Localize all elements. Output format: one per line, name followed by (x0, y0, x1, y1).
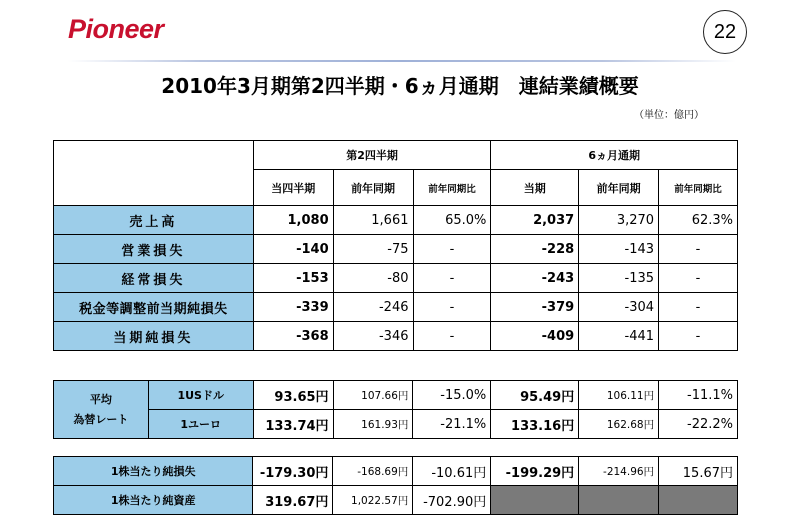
table-cell: 95.49円 (491, 381, 579, 410)
table-cell: - (659, 322, 738, 351)
table-cell: -75 (333, 235, 413, 264)
table-cell: 93.65円 (253, 381, 333, 410)
table-cell: -368 (253, 322, 333, 351)
table-cell: 107.66円 (333, 381, 413, 410)
col-header-current-quarter: 当四半期 (253, 170, 333, 206)
table-row (54, 381, 738, 410)
table-cell: -179.30円 (253, 457, 333, 486)
fx-group-label (54, 381, 149, 439)
table-cell: 62.3% (659, 206, 738, 235)
col-header-prior-year: 前年同期 (333, 170, 413, 206)
table-cell: 1,080 (253, 206, 333, 235)
table-cell: -140 (253, 235, 333, 264)
table-cell: -135 (579, 264, 659, 293)
table-cell: 1,022.57円 (333, 486, 413, 515)
col-header-yoy: 前年同期比 (413, 170, 491, 206)
title-rule (68, 60, 736, 62)
row-label-operating-loss: 営業損失 (54, 235, 254, 264)
table-cell: -409 (491, 322, 579, 351)
row-label-eps: 1株当たり純損失 (54, 457, 253, 486)
table-cell: -153 (253, 264, 333, 293)
table-cell: 15.67円 (659, 457, 738, 486)
table-cell: -243 (491, 264, 579, 293)
table-cell: 106.11円 (579, 381, 659, 410)
table-cell: 1,661 (333, 206, 413, 235)
table-row (54, 293, 738, 322)
table-cell: 2,037 (491, 206, 579, 235)
table-cell: 162.68円 (579, 410, 659, 439)
row-label-pretax-loss: 税金等調整前当期純損失 (54, 293, 254, 322)
table-cell: -339 (253, 293, 333, 322)
table-row (54, 206, 738, 235)
table-row (54, 322, 738, 351)
empty-cell (491, 486, 579, 515)
unit-note: （単位：億円） (634, 110, 704, 121)
table-cell: -21.1% (413, 410, 491, 439)
page-number: 22 (703, 10, 747, 54)
table-cell: -15.0% (413, 381, 491, 410)
table-cell: -441 (579, 322, 659, 351)
table-cell: - (413, 264, 491, 293)
per-share-table (53, 456, 738, 515)
row-label-bps: 1株当たり純資産 (54, 486, 253, 515)
row-label-net-loss: 当期純損失 (54, 322, 254, 351)
table-cell: -10.61円 (413, 457, 491, 486)
table-row (54, 235, 738, 264)
row-label-usd: 1USドル (148, 381, 253, 410)
table-cell: - (659, 235, 738, 264)
col-header-prior-year: 前年同期 (579, 170, 659, 206)
table-cell: -168.69円 (333, 457, 413, 486)
table-cell: -143 (579, 235, 659, 264)
header-blank (54, 141, 254, 206)
table-cell: 161.93円 (333, 410, 413, 439)
table-cell: -22.2% (659, 410, 738, 439)
table-cell: -199.29円 (491, 457, 579, 486)
table-cell: -246 (333, 293, 413, 322)
empty-cell (659, 486, 738, 515)
table-cell: -228 (491, 235, 579, 264)
page-title: 2010年3月期第2四半期・6ヵ月通期 連結業績概要 (161, 74, 639, 98)
table-cell: -304 (579, 293, 659, 322)
group-header-6m: 6ヵ月通期 (491, 141, 738, 170)
row-label-eur: 1ユーロ (148, 410, 253, 439)
table-cell: - (659, 293, 738, 322)
table-cell: -214.96円 (579, 457, 659, 486)
table-cell: 133.74円 (253, 410, 333, 439)
table-cell: 65.0% (413, 206, 491, 235)
table-cell: - (413, 235, 491, 264)
pioneer-logo: Pioneer (68, 14, 164, 44)
empty-cell (579, 486, 659, 515)
table-cell: 319.67円 (253, 486, 333, 515)
group-header-q2: 第2四半期 (253, 141, 491, 170)
table-row (54, 486, 738, 515)
fx-table (53, 380, 738, 439)
table-cell: - (659, 264, 738, 293)
col-header-current-period: 当期 (491, 170, 579, 206)
table-cell: 133.16円 (491, 410, 579, 439)
row-label-ordinary-loss: 経常損失 (54, 264, 254, 293)
table-cell: - (413, 322, 491, 351)
results-table (53, 140, 738, 351)
table-cell: -346 (333, 322, 413, 351)
table-cell: -702.90円 (413, 486, 491, 515)
col-header-yoy: 前年同期比 (659, 170, 738, 206)
table-cell: -379 (491, 293, 579, 322)
fx-group-label-line2: 為替レート (73, 412, 129, 426)
table-cell: - (413, 293, 491, 322)
table-cell: -11.1% (659, 381, 738, 410)
row-label-sales: 売上高 (54, 206, 254, 235)
table-cell: 3,270 (579, 206, 659, 235)
table-row (54, 410, 738, 439)
table-row (54, 264, 738, 293)
fx-group-label-line1: 平均 (89, 392, 112, 406)
table-row (54, 457, 738, 486)
table-cell: -80 (333, 264, 413, 293)
